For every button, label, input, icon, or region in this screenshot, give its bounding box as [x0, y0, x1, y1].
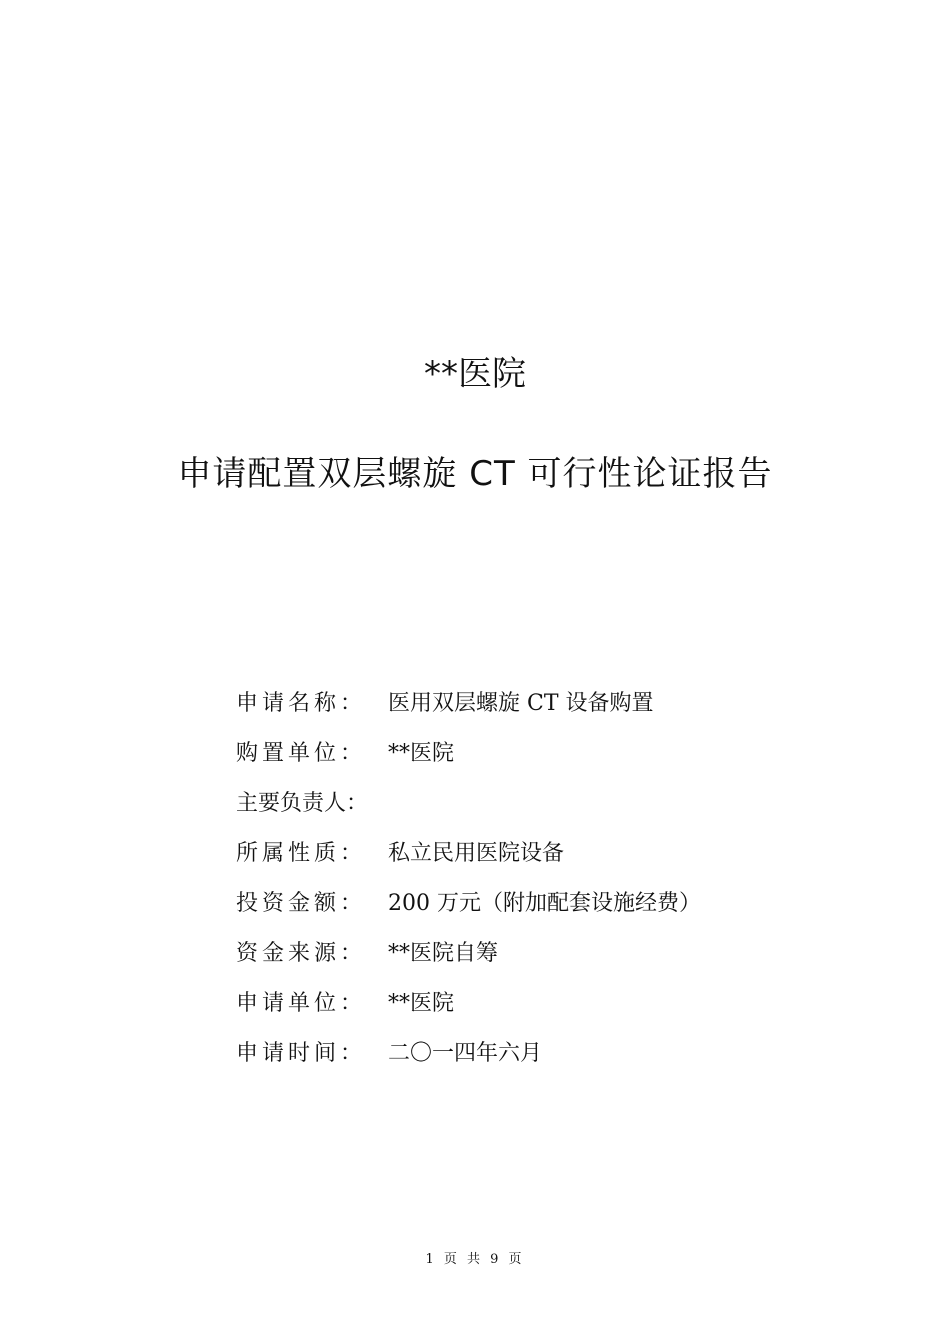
- funding-source-value: **医院自筹: [388, 940, 499, 966]
- application-date-value: 二〇一四年六月: [388, 1040, 543, 1066]
- purchasing-unit-value: **医院: [388, 740, 455, 766]
- info-row-nature: [236, 826, 836, 876]
- hospital-title: **医院: [424, 354, 526, 394]
- info-row-funding-source: [236, 926, 836, 976]
- info-row-application-name: [236, 676, 836, 726]
- nature-value: 私立民用医院设备: [388, 840, 565, 866]
- responsible-person-label: 主要负责人：: [236, 790, 369, 816]
- applicant-unit-label: 申请单位：: [236, 990, 367, 1016]
- investment-amount-value: 200 万元（附加配套设施经费）: [388, 890, 701, 916]
- nature-label: 所属性质：: [236, 840, 367, 866]
- info-row-purchasing-unit: [236, 726, 836, 776]
- info-row-responsible-person: [236, 776, 836, 826]
- report-title: 申请配置双层螺旋 CT 可行性论证报告: [177, 454, 773, 494]
- application-date-label: 申请时间：: [236, 1040, 367, 1066]
- funding-source-label: 资金来源：: [236, 940, 367, 966]
- applicant-unit-value: **医院: [388, 990, 455, 1016]
- application-info: [236, 676, 836, 1076]
- investment-amount-label: 投资金额：: [236, 890, 367, 916]
- application-name-value: 医用双层螺旋 CT 设备购置: [388, 690, 654, 716]
- purchasing-unit-label: 购置单位：: [236, 740, 367, 766]
- info-row-applicant-unit: [236, 976, 836, 1026]
- info-row-application-date: [236, 1026, 836, 1076]
- application-name-label: 申请名称：: [236, 690, 367, 716]
- info-row-investment-amount: [236, 876, 836, 926]
- page-number-footer: 1 页 共 9 页: [425, 1252, 525, 1267]
